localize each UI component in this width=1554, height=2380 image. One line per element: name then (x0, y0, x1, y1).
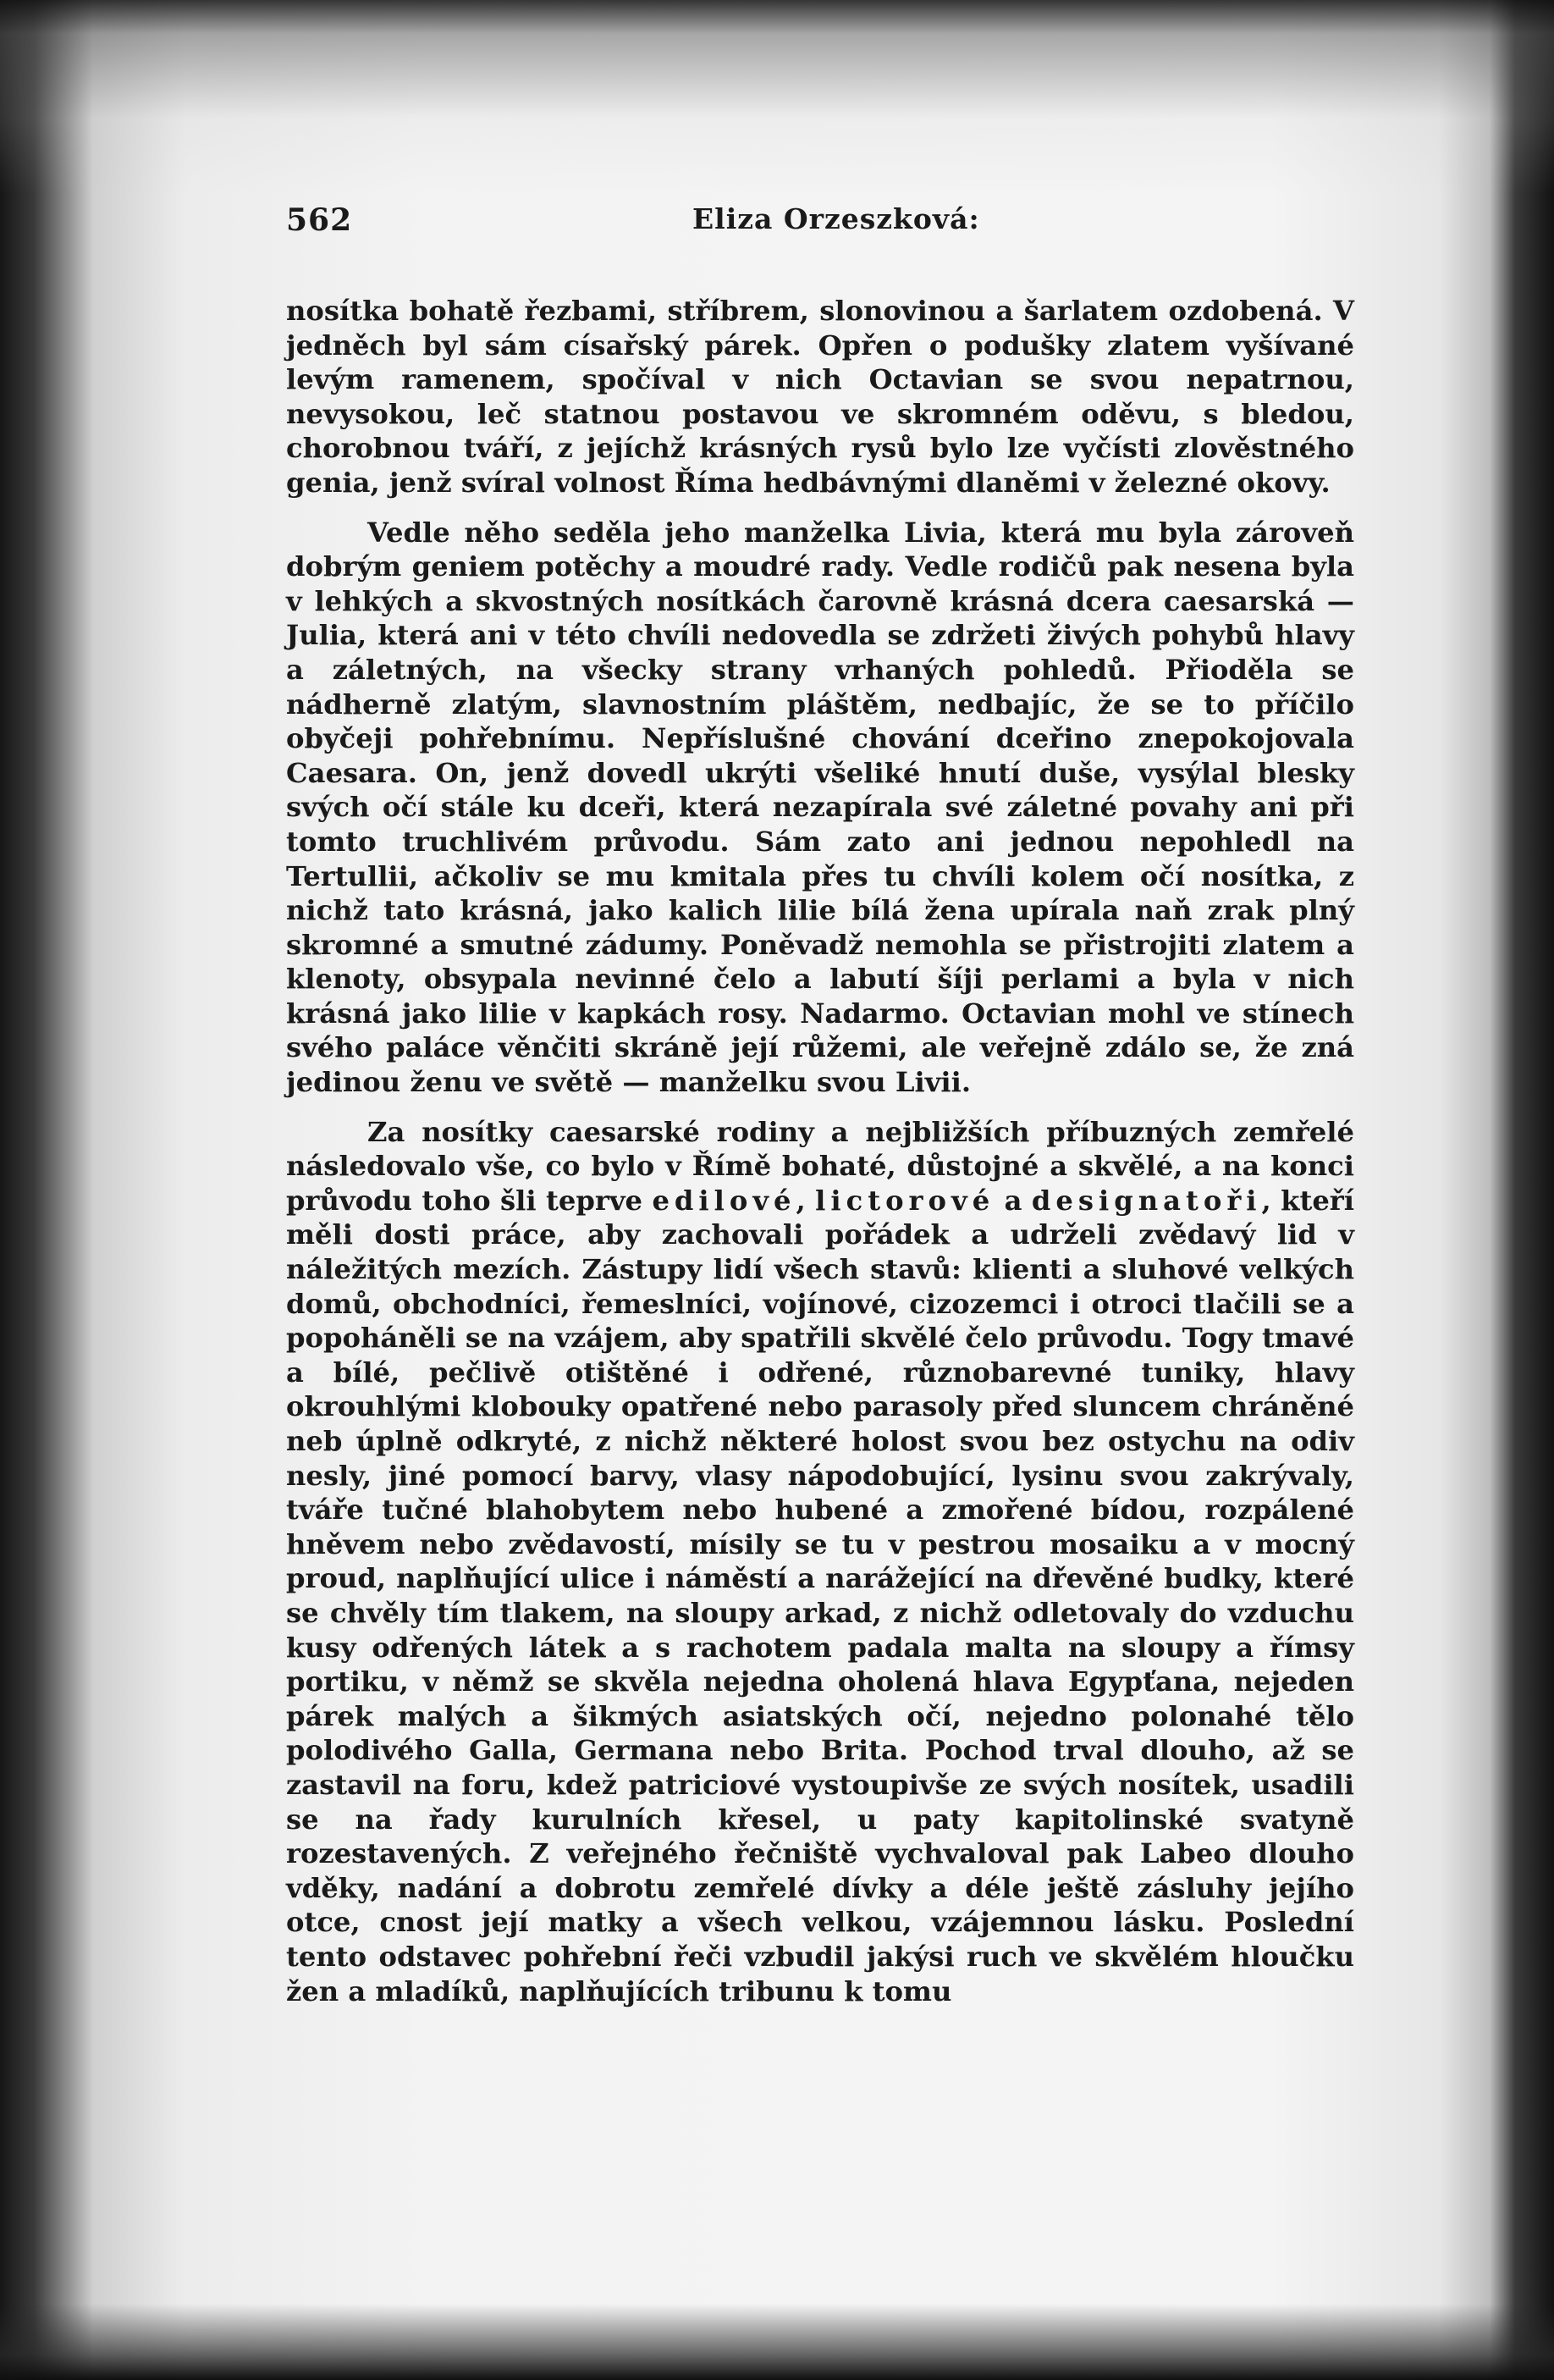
scan-bottom-shadow (0, 2304, 1554, 2380)
text-segment: Vedle něho seděla jeho manželka Livia, která mu byla zároveň dobrým geniem potěchy a moudré rady. Vedle rodičů pak nesena byla v lehkých a skvostných nosítkách čarovně krásná dcera caesarská — Julia, která ani v této chvíli nedovedla se zdržeti živých pohybů hlavy a záletných, na všecky strany vrhaných pohledů. Přioděla se nádherně zlatým, slavnostním pláštěm, nedbajíc, že se to příčilo obyčeji pohřebnímu. Nepříslušné chování dceřino znepokojovala Caesara. On, jenž dovedl ukrýti všeliké hnutí duše, vysýlal blesky svých očí stále ku dceři, která nezapírala své záletné povahy ani při tomto truchlivém průvodu. Sám zato ani jednou nepohledl na Tertullii, ačkoliv se mu kmitala přes tu chvíli kolem očí nosítka, z nichž tato krásná, jako kalich lilie bílá žena upírala naň zrak plný skromné a smutné zádumy. Poněvadž nemohla se přistrojiti zlatem a klenoty, obsypala nevinné čelo a labutí šíji perlami a byla v nich krásná jako lilie v kapkách rosy. Nadarmo. Octavian mohl ve stínech svého paláce věnčiti skráně její růžemi, ale veřejně zdálo se, že zná jedinou ženu ve světě — manželku svou Livii. (286, 516, 1354, 1099)
scan-top-shadow (0, 0, 1554, 195)
text-segment: Za nosítky caesarské rodiny a nejbližších příbuzných zemřelé následovalo vše, co bylo v Římě bohaté, důstojné a skvělé, a na konci průvodu toho šli teprve (286, 1115, 1354, 1217)
text-segment: , kteří měli dosti práce, aby zachovali pořádek a udrželi zvědavý lid v náležitých mezích. Zástupy lidí všech stavů: klienti a sluhové velkých domů, obchodníci, řemeslníci, vojínové, cizozemci i otroci tlačili se a popoháněli se na vzájem, aby spatřili skvělé čelo průvodu. Togy tmavé a bílé, pečlivě otištěné i odřené, různobarevné tuniky, hlavy okrouhlými klobouky opatřené nebo parasoly před sluncem chráněné neb úplně odkryté, z nichž některé holost svou bez ostychu na odiv nesly, jiné pomocí barvy, vlasy nápodobující, lysinu svou zakrývaly, tváře tučné blahobytem nebo hubené a zmořené bídou, rozpálené hněvem nebo zvědavostí, mísily se tu v pestrou mosaiku a v mocný proud, naplňující ulice i náměstí a narážející na dřevěné budky, které se chvěly tím tlakem, na sloupy arkad, z nichž odletovaly do vzduchu kusy odřených látek a s rachotem padala malta na sloupy a římsy portiku, v němž se skvěla nejedna oholená hlava Egypťana, nejeden párek malých a šikmých asiatských očí, nejedno polonahé tělo polodivého Galla, Germana nebo Brita. Pochod trval dlouho, až se zastavil na foru, kdež patriciové vystoupivše ze svých nosítek, usadili se na řady kurulních křesel, u paty kapitolinské svatyně rozestavených. Z veřejného řečniště vychvaloval pak Labeo dlouho vděky, nadání a dobrotu zemřelé dívky a déle ještě zásluhy jejího otce, cnost její matky a všech velkou, vzájemnou lásku. Poslední tento odstavec pohřební řeči vzbudil jakýsi ruch ve skvělém hloučku žen a mladíků, naplňujících tribunu k tomu (286, 1184, 1354, 2007)
running-title: Eliza Orzeszková: (692, 202, 980, 235)
text-segment: nosítka bohatě řezbami, stříbrem, slonovinou a šarlatem ozdobená. V jedněch byl sám císařský párek. Opřen o podušky zlatem vyšívané levým ramenem, spočíval v nich Octavian se svou nepatrnou, nevysokou, leč statnou postavou ve skromném oděvu, s bledou, chorobnou tváří, z jejíchž krásných rysů bylo lze vyčísti zlověstného genia, jenž svíral volnost Říma hedbávnými dlaněmi v železné okovy. (286, 295, 1354, 499)
text-segment: , (796, 1184, 816, 1217)
paragraph-1 (286, 294, 1354, 500)
spaced-term-lictors: lictorové (815, 1184, 995, 1217)
spaced-term-designators: designatoři (1031, 1184, 1262, 1217)
body-text (286, 294, 1354, 2008)
book-page (286, 191, 1354, 2024)
paragraph-3 (286, 1115, 1354, 2008)
spaced-term-ediles: edilové (652, 1184, 796, 1217)
page-number: 562 (286, 202, 353, 238)
text-segment: a (995, 1184, 1032, 1217)
page-header (286, 191, 1354, 250)
paragraph-2 (286, 516, 1354, 1100)
